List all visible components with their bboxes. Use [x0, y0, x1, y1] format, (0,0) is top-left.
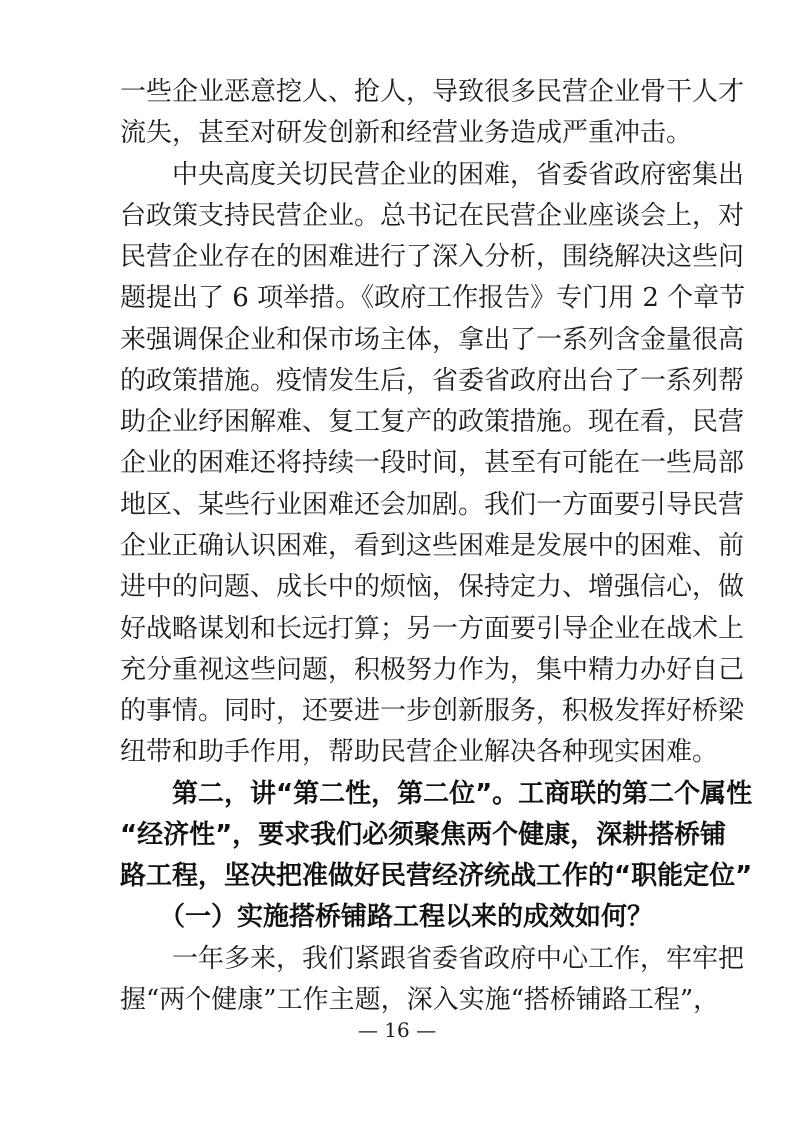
body-text-line: 的政策措施。疫情发生后，省委省政府出台了一系列帮	[120, 366, 745, 396]
section-heading-line: 路工程，坚决把准做好民营经济统战工作的“职能定位”	[120, 861, 753, 891]
body-text-line: 一些企业恶意挖人、抢人，导致很多民营企业骨干人才	[120, 77, 745, 107]
page-number: — 16 —	[357, 1018, 437, 1042]
body-text-line: 企业的困难还将持续一段时间，甚至有可能在一些局部	[120, 448, 745, 478]
body-text-line: 地区、某些行业困难还会加剧。我们一方面要引导民营	[120, 490, 745, 520]
body-text-line: 好战略谋划和长远打算；另一方面要引导企业在战术上	[120, 614, 745, 644]
body-text-line: 民营企业存在的困难进行了深入分析，围绕解决这些问	[120, 242, 745, 272]
body-text-line: 来强调保企业和保市场主体，拿出了一系列含金量很高	[120, 325, 745, 355]
body-text-line: 助企业纾困解难、复工复产的政策措施。现在看，民营	[120, 407, 745, 437]
body-text-line: 握“两个健康”工作主题，深入实施“搭桥铺路工程”，	[120, 985, 720, 1015]
body-text-line: 企业正确认识困难，看到这些困难是发展中的困难、前	[120, 531, 745, 561]
body-text-line: 充分重视这些问题，积极努力作为，集中精力办好自己	[120, 655, 745, 685]
section-heading-line: 第二，讲“第二性，第二位”。工商联的第二个属性	[120, 779, 753, 809]
body-text-line: 流失，甚至对研发创新和经营业务造成严重冲击。	[120, 118, 693, 148]
section-heading-line: “经济性”，要求我们必须聚焦两个健康，深耕搭桥铺	[120, 820, 727, 850]
body-text-line: 一年多来，我们紧跟省委省政府中心工作，牢牢把	[120, 944, 745, 974]
subsection-heading: （一）实施搭桥铺路工程以来的成效如何？	[120, 902, 654, 932]
body-text-line: 台政策支持民营企业。总书记在民营企业座谈会上，对	[120, 201, 745, 231]
body-text-line: 的事情。同时，还要进一步创新服务，积极发挥好桥梁	[120, 696, 745, 726]
body-text-line: 纽带和助手作用，帮助民营企业解决各种现实困难。	[120, 737, 719, 767]
body-text-line: 中央高度关切民营企业的困难，省委省政府密集出	[120, 160, 745, 190]
body-text-line: 进中的问题、成长中的烦恼，保持定力、增强信心，做	[120, 572, 745, 602]
body-text-line: 题提出了 6 项举措。《政府工作报告》专门用 2 个章节	[120, 283, 746, 313]
